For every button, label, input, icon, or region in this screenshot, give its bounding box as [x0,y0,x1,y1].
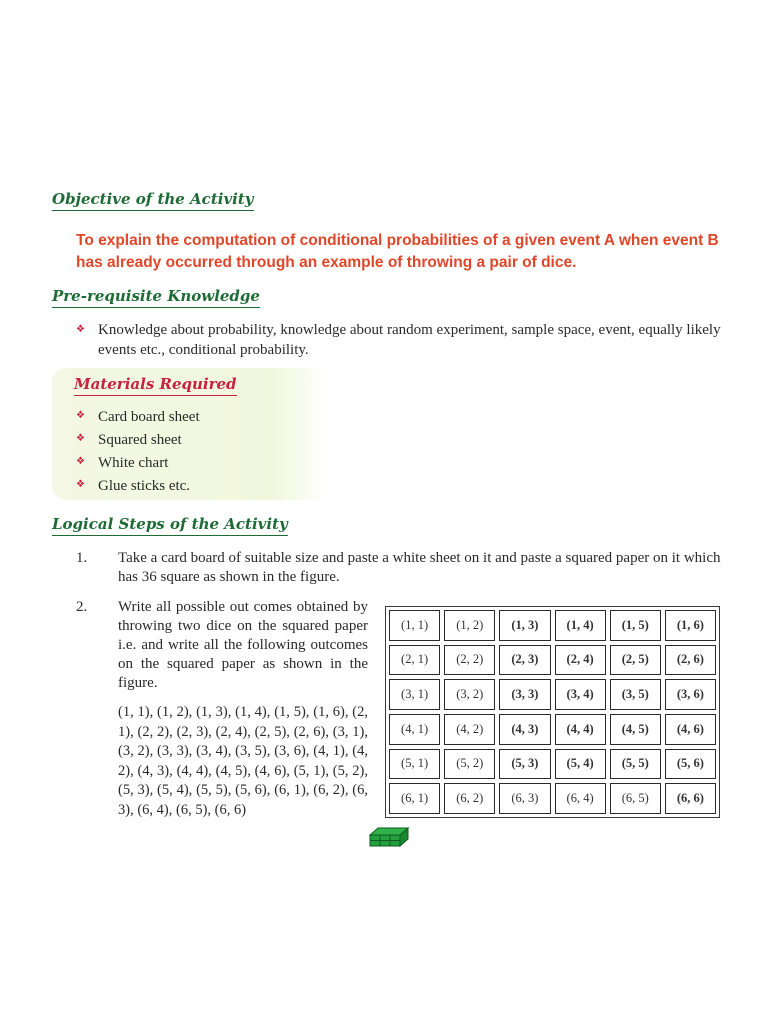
grid-cell: (5, 6) [665,749,716,780]
grid-cell: (4, 3) [499,714,550,745]
grid-cell: (5, 4) [555,749,606,780]
grid-cell: (1, 4) [555,610,606,641]
diamond-bullet-icon: ❖ [76,410,85,421]
grid-cell: (6, 3) [499,783,550,814]
grid-cell: (6, 4) [555,783,606,814]
step-item [76,549,724,587]
grid-cell: (5, 1) [389,749,440,780]
step-text: Write all possible out comes obtained by throwing two dice on the squared paper i.e. and write all the following outcomes on the squared paper as shown in the figure. [118,599,368,691]
grid-cell: (6, 2) [444,783,495,814]
grid-cell: (1, 6) [665,610,716,641]
objective-heading: Objective of the Activity [52,192,254,211]
diamond-bullet-icon: ❖ [76,456,85,467]
grid-cell: (2, 4) [555,645,606,676]
step-number: 2. [76,599,88,615]
grid-cell: (2, 1) [389,645,440,676]
list-item [76,429,200,452]
grid-cell: (2, 2) [444,645,495,676]
diamond-bullet-icon: ❖ [76,479,85,490]
material-label: Squared sheet [98,432,182,448]
outcomes-list-text: (1, 1), (1, 2), (1, 3), (1, 4), (1, 5), (1, 6), (2, 1), (2, 2), (2, 3), (2, 4), (2, 5), (2, 6), (3, 1), (3, 2), (3, 3), (3, 4), (3, 5), (3, 6), (4, 1), (4, 2), (4, 3), (4, 4), (4, 5), (4, 6), (5, 1), (5, 2), (5, 3), (5, 4), (5, 5), (5, 6), (6, 1), (6, 2), (6, 3), (6, 4), (6, 5), (6, 6) [118,704,368,818]
grid-cell: (5, 2) [444,749,495,780]
grid-cell: (4, 2) [444,714,495,745]
grid-cell: (1, 3) [499,610,550,641]
outcome-grid [385,606,720,818]
grid-cell: (1, 1) [389,610,440,641]
step-item [76,598,368,693]
grid-cell: (4, 5) [610,714,661,745]
prerequisite-item [76,320,726,360]
grid-cell: (1, 2) [444,610,495,641]
grid-cell: (3, 1) [389,679,440,710]
list-item [76,406,200,429]
material-label: White chart [98,455,169,471]
grid-cell: (6, 1) [389,783,440,814]
grid-cell: (4, 1) [389,714,440,745]
grid-cell: (4, 6) [665,714,716,745]
grid-cell: (4, 4) [555,714,606,745]
grid-cell: (1, 5) [610,610,661,641]
grid-cell: (2, 3) [499,645,550,676]
list-item [76,452,200,475]
prerequisite-heading: Pre-requisite Knowledge [52,289,260,308]
step-text: Take a card board of suitable size and paste a white sheet on it and paste a squared paper on it which has 36 square as shown in the figure. [118,550,721,585]
list-item [76,475,200,498]
step-number: 1. [76,550,88,566]
materials-heading: Materials Required [74,377,237,396]
grid-cell: (5, 5) [610,749,661,780]
material-label: Glue sticks etc. [98,478,191,494]
grid-cell: (6, 5) [610,783,661,814]
material-label: Card board sheet [98,409,200,425]
steps-heading: Logical Steps of the Activity [52,517,288,536]
grid-cell: (3, 4) [555,679,606,710]
grid-cell: (3, 6) [665,679,716,710]
grid-cell: (2, 5) [610,645,661,676]
grid-cell: (3, 3) [499,679,550,710]
objective-text: To explain the computation of conditional probabilities of a given event A when event B has already occurred through an example of throwing a pair of dice. [76,232,719,271]
grid-cell: (3, 2) [444,679,495,710]
diamond-bullet-icon: ❖ [76,324,85,335]
grid-cell: (3, 5) [610,679,661,710]
grid-cell: (5, 3) [499,749,550,780]
green-cube-icon [368,827,410,847]
grid-cell: (6, 6) [665,783,716,814]
diamond-bullet-icon: ❖ [76,433,85,444]
prerequisite-item-text: Knowledge about probability, knowledge about random experiment, sample space, event, equally likely events etc., conditional probability. [98,322,721,358]
materials-list [76,406,200,498]
grid-cell: (2, 6) [665,645,716,676]
